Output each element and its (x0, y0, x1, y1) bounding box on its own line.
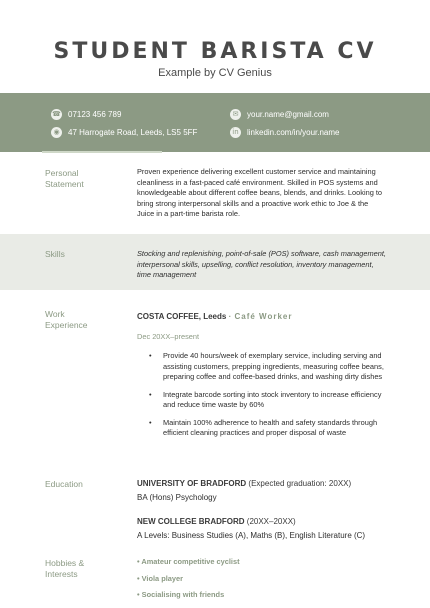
hobbies-section (0, 549, 430, 608)
skills-label: Skills (45, 249, 65, 259)
job-heading (137, 312, 387, 323)
job-role: Café Worker (234, 312, 293, 321)
cv-title: STUDENT BARISTA CV (53, 39, 377, 64)
work-experience-section (0, 291, 430, 467)
personal-statement-text: Proven experience delivering excellent customer service and maintaining cleanliness in a fast-paced café environment. Skilled in POS systems and knowledgeable about different coffee beans, blends, and drinks. Looking to bring strong interpersonal skills and a proactive work ethic to Joe & the Juice in a part-time barista role. (137, 167, 383, 218)
phone-icon: ☎ (52, 110, 61, 118)
contact-phone (51, 109, 121, 120)
school-note: (20XX–20XX) (244, 517, 296, 526)
cv-subtitle: Example by CV Genius (158, 67, 272, 79)
job-dates: Dec 20XX–present (137, 331, 200, 341)
contact-address (51, 127, 197, 138)
skills-section (0, 234, 430, 290)
linkedin-icon: in (230, 127, 241, 138)
education-entries (137, 479, 407, 541)
hobbies-label: Hobbies & Interests (45, 558, 85, 579)
work-entry (137, 312, 387, 446)
education-section (0, 468, 430, 548)
contact-bar (0, 93, 430, 152)
education-label: Education (45, 479, 83, 489)
hobby-item: • Viola player (137, 573, 183, 583)
address-text: 47 Harrogate Road, Leeds, LS5 5FF (68, 128, 198, 137)
location-icon: ◉ (51, 127, 62, 138)
contact-linkedin[interactable] (230, 127, 340, 138)
hobby-item: • Amateur competitive cyclist (137, 557, 240, 566)
job-bullet: • Integrate barcode sorting into stock inventory to increase efficiency and reduce time waste by 60% (149, 390, 387, 411)
education-entry (137, 479, 407, 503)
email-icon: ✉ (230, 109, 241, 120)
email-link[interactable]: your.name@gmail.com (247, 110, 329, 119)
personal-statement-section (0, 153, 430, 233)
contact-email[interactable] (230, 109, 329, 120)
phone-text: 07123 456 789 (68, 110, 122, 119)
education-school (137, 517, 407, 528)
hobby-item: • Socialising with friends (137, 590, 225, 599)
cv-header (0, 0, 430, 93)
job-bullet: • Provide 40 hours/week of exemplary service, including serving and assisting customers, prepping ingredients, measuring coffee beans, preparing coffee and coffee-based drinks, and washing dirty dishes (149, 351, 387, 383)
education-entry (137, 517, 407, 541)
linkedin-link[interactable]: linkedin.com/in/your.name (247, 128, 340, 137)
hobbies-list (137, 557, 387, 607)
school-name: UNIVERSITY OF BRADFORD (137, 479, 247, 488)
education-detail: BA (Hons) Psychology (137, 492, 217, 502)
school-note: (Expected graduation: 20XX) (246, 479, 352, 488)
skills-text: Stocking and replenishing, point-of-sale (POS) software, cash management, interpersonal skills, upselling, conflict resolution, inventory management, time management (137, 249, 386, 279)
job-bullets (137, 351, 387, 439)
school-name: NEW COLLEGE BRADFORD (137, 517, 245, 526)
education-detail: A Levels: Business Studies (A), Maths (B), English Literature (C) (137, 530, 366, 540)
personal-statement-label: Personal Statement (45, 168, 84, 189)
job-employer: COSTA COFFEE, Leeds (137, 312, 227, 321)
work-experience-label: Work Experience (45, 309, 88, 330)
job-separator: · (228, 312, 233, 321)
education-school (137, 479, 407, 490)
job-bullet: • Maintain 100% adherence to health and safety standards through efficient cleaning practices and proper disposal of waste (149, 418, 387, 439)
